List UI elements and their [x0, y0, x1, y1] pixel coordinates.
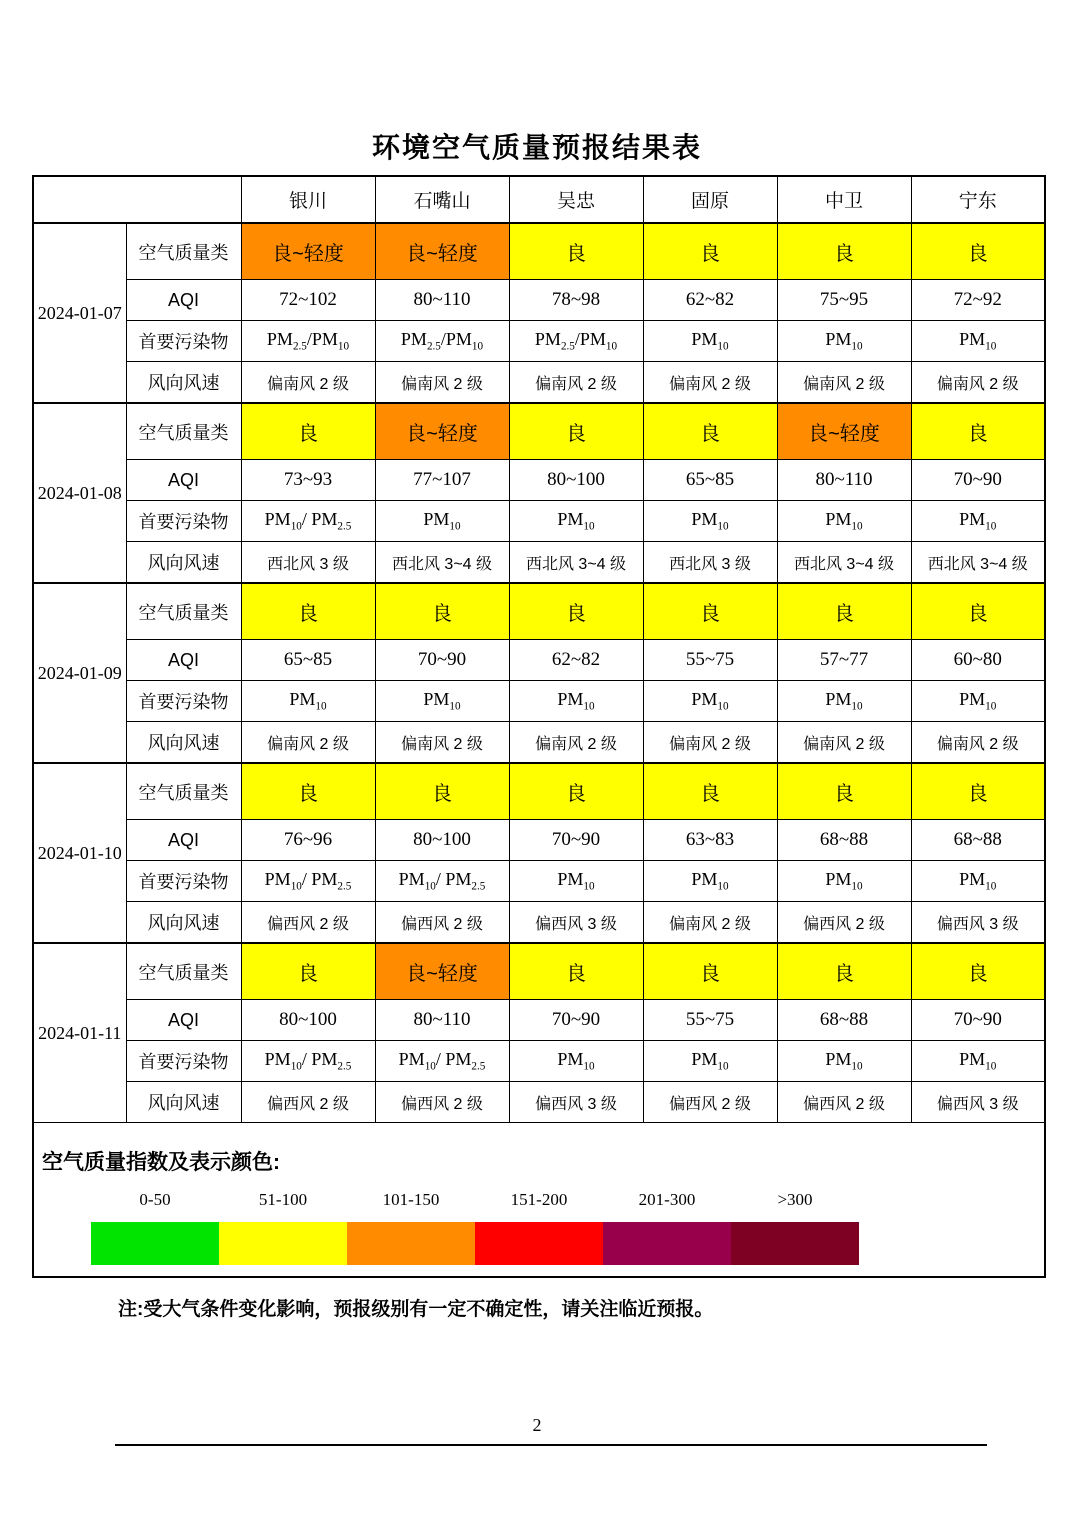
aqi-cell: 55~75 — [643, 1000, 777, 1041]
table-row — [33, 501, 1045, 542]
forecast-note: 注:受大气条件变化影响，预报级别有一定不确定性，请关注临近预报。 — [118, 1299, 714, 1320]
pollutant-cell: $PM_{10}$ — [643, 681, 777, 722]
wind-cell: 偏西风 2 级 — [241, 1082, 375, 1123]
row-label-wind: 风向风速 — [126, 362, 241, 404]
wind-cell: 偏西风 2 级 — [375, 1082, 509, 1123]
row-label-pollutant: 首要污染物 — [126, 1041, 241, 1082]
legend-color-block-green — [91, 1222, 219, 1265]
pollutant-cell: $PM_{2.5}/PM_{10}$ — [375, 321, 509, 362]
aqi-cell: 75~95 — [777, 280, 911, 321]
row-label-wind: 风向风速 — [126, 722, 241, 764]
legend-color-block-yellow — [219, 1222, 347, 1265]
table-row — [33, 1082, 1045, 1123]
corner-cell — [33, 176, 241, 223]
pollutant-cell: $PM_{10}$ — [643, 861, 777, 902]
wind-cell: 偏南风 2 级 — [375, 722, 509, 764]
row-label-wind: 风向风速 — [126, 902, 241, 944]
category-cell: 良 — [509, 583, 643, 640]
row-label-pollutant: 首要污染物 — [126, 501, 241, 542]
aqi-cell: 55~75 — [643, 640, 777, 681]
city-header-guyuan: 固原 — [643, 176, 777, 223]
row-label-pollutant: 首要污染物 — [126, 321, 241, 362]
pollutant-cell: $PM_{10}$ — [509, 501, 643, 542]
pollutant-cell: $PM_{10}$ — [777, 321, 911, 362]
category-cell: 良~轻度 — [777, 403, 911, 460]
table-row — [33, 861, 1045, 902]
wind-cell: 西北风 3~4 级 — [375, 542, 509, 584]
pollutant-cell: $PM_{2.5}/PM_{10}$ — [241, 321, 375, 362]
table-row — [33, 1041, 1045, 1082]
category-cell: 良~轻度 — [241, 223, 375, 280]
wind-cell: 偏西风 2 级 — [777, 902, 911, 944]
aqi-cell: 60~80 — [911, 640, 1045, 681]
page-number: 2 — [532, 1415, 542, 1435]
aqi-cell: 72~92 — [911, 280, 1045, 321]
table-row — [33, 583, 1045, 640]
row-label-wind: 风向风速 — [126, 1082, 241, 1123]
wind-cell: 偏南风 2 级 — [241, 722, 375, 764]
wind-cell: 偏西风 2 级 — [375, 902, 509, 944]
city-header-yinchuan: 银川 — [241, 176, 375, 223]
category-cell: 良 — [241, 943, 375, 1000]
pollutant-cell: $PM_{10}$ — [777, 681, 911, 722]
pollutant-cell: $PM_{10}$ — [777, 861, 911, 902]
category-cell: 良 — [911, 763, 1045, 820]
aqi-cell: 80~110 — [777, 460, 911, 501]
wind-cell: 西北风 3 级 — [241, 542, 375, 584]
legend-color-bar — [34, 1222, 1044, 1265]
row-label-category: 空气质量类 — [126, 943, 241, 1000]
category-cell: 良 — [911, 403, 1045, 460]
table-row — [33, 280, 1045, 321]
category-cell: 良 — [241, 763, 375, 820]
air-quality-forecast-table — [32, 175, 1046, 1278]
aqi-cell: 70~90 — [509, 820, 643, 861]
legend-color-block-maroon — [731, 1222, 859, 1265]
header-row — [33, 176, 1045, 223]
wind-cell: 偏南风 2 级 — [777, 722, 911, 764]
aqi-cell: 65~85 — [241, 640, 375, 681]
table-row — [33, 943, 1045, 1000]
category-cell: 良 — [777, 583, 911, 640]
category-cell: 良 — [777, 763, 911, 820]
wind-cell: 偏南风 2 级 — [241, 362, 375, 404]
aqi-cell: 62~82 — [509, 640, 643, 681]
pollutant-cell: $PM_{2.5}/PM_{10}$ — [509, 321, 643, 362]
row-label-category: 空气质量类 — [126, 583, 241, 640]
legend-range-label: 0-50 — [139, 1190, 171, 1209]
pollutant-cell: $PM_{10}$ — [911, 321, 1045, 362]
aqi-cell: 70~90 — [509, 1000, 643, 1041]
row-label-aqi: AQI — [126, 1000, 241, 1041]
wind-cell: 偏西风 2 级 — [241, 902, 375, 944]
wind-cell: 偏南风 2 级 — [911, 362, 1045, 404]
row-label-category: 空气质量类 — [126, 223, 241, 280]
date-cell: 2024-01-07 — [33, 223, 126, 403]
pollutant-cell: $PM_{10}/$ $PM_{2.5}$ — [241, 501, 375, 542]
category-cell: 良 — [241, 403, 375, 460]
aqi-cell: 80~100 — [509, 460, 643, 501]
row-label-category: 空气质量类 — [126, 403, 241, 460]
aqi-cell: 70~90 — [375, 640, 509, 681]
aqi-cell: 73~93 — [241, 460, 375, 501]
category-cell: 良 — [509, 763, 643, 820]
pollutant-cell: $PM_{10}/$ $PM_{2.5}$ — [241, 1041, 375, 1082]
wind-cell: 偏西风 3 级 — [509, 902, 643, 944]
wind-cell: 偏西风 3 级 — [911, 902, 1045, 944]
wind-cell: 偏南风 2 级 — [777, 362, 911, 404]
row-label-pollutant: 首要污染物 — [126, 681, 241, 722]
aqi-cell: 72~102 — [241, 280, 375, 321]
table-row — [33, 223, 1045, 280]
pollutant-cell: $PM_{10}/$ $PM_{2.5}$ — [375, 1041, 509, 1082]
wind-cell: 偏西风 3 级 — [509, 1082, 643, 1123]
pollutant-cell: $PM_{10}/$ $PM_{2.5}$ — [241, 861, 375, 902]
pollutant-cell: $PM_{10}/$ $PM_{2.5}$ — [375, 861, 509, 902]
table-row — [33, 362, 1045, 404]
pollutant-cell: $PM_{10}$ — [509, 1041, 643, 1082]
city-header-ningdong: 宁东 — [911, 176, 1045, 223]
category-cell: 良 — [911, 943, 1045, 1000]
wind-cell: 偏南风 2 级 — [375, 362, 509, 404]
wind-cell: 偏南风 2 级 — [509, 362, 643, 404]
legend-color-block-red — [475, 1222, 603, 1265]
category-cell: 良 — [643, 583, 777, 640]
category-cell: 良 — [509, 223, 643, 280]
row-label-aqi: AQI — [126, 820, 241, 861]
legend-title: 空气质量指数及表示颜色: — [42, 1151, 280, 1174]
table-row — [33, 902, 1045, 944]
wind-cell: 西北风 3~4 级 — [777, 542, 911, 584]
pollutant-cell: $PM_{10}$ — [911, 861, 1045, 902]
category-cell: 良 — [643, 763, 777, 820]
wind-cell: 西北风 3~4 级 — [509, 542, 643, 584]
table-row — [33, 640, 1045, 681]
legend-range-label: 201-300 — [638, 1190, 696, 1209]
pollutant-cell: $PM_{10}$ — [643, 321, 777, 362]
pollutant-cell: $PM_{10}$ — [643, 501, 777, 542]
aqi-cell: 80~100 — [241, 1000, 375, 1041]
pollutant-cell: $PM_{10}$ — [777, 1041, 911, 1082]
legend-range-label: 151-200 — [510, 1190, 568, 1209]
aqi-cell: 63~83 — [643, 820, 777, 861]
category-cell: 良 — [643, 943, 777, 1000]
footer-rule — [115, 1444, 987, 1446]
aqi-cell: 76~96 — [241, 820, 375, 861]
category-cell: 良 — [911, 223, 1045, 280]
category-cell: 良 — [375, 583, 509, 640]
legend-color-block-orange — [347, 1222, 475, 1265]
wind-cell: 西北风 3 级 — [643, 542, 777, 584]
date-cell: 2024-01-10 — [33, 763, 126, 943]
wind-cell: 偏南风 2 级 — [911, 722, 1045, 764]
category-cell: 良~轻度 — [375, 403, 509, 460]
legend-cell — [33, 1123, 1045, 1278]
aqi-cell: 68~88 — [777, 820, 911, 861]
pollutant-cell: $PM_{10}$ — [509, 861, 643, 902]
legend-range-labels — [34, 1190, 1044, 1210]
aqi-cell: 80~110 — [375, 1000, 509, 1041]
category-cell: 良 — [777, 943, 911, 1000]
aqi-cell: 78~98 — [509, 280, 643, 321]
page-title: 环境空气质量预报结果表 — [371, 132, 702, 163]
category-cell: 良~轻度 — [375, 943, 509, 1000]
aqi-cell: 68~88 — [777, 1000, 911, 1041]
table-row — [33, 820, 1045, 861]
wind-cell: 偏南风 2 级 — [509, 722, 643, 764]
wind-cell: 偏南风 2 级 — [643, 722, 777, 764]
aqi-cell: 62~82 — [643, 280, 777, 321]
pollutant-cell: $PM_{10}$ — [911, 501, 1045, 542]
pollutant-cell: $PM_{10}$ — [643, 1041, 777, 1082]
table-row — [33, 460, 1045, 501]
legend-color-block-purple — [603, 1222, 731, 1265]
wind-cell: 西北风 3~4 级 — [911, 542, 1045, 584]
legend-range-label: 101-150 — [382, 1190, 440, 1209]
city-header-zhongwei: 中卫 — [777, 176, 911, 223]
row-label-aqi: AQI — [126, 280, 241, 321]
pollutant-cell: $PM_{10}$ — [509, 681, 643, 722]
table-row — [33, 722, 1045, 764]
wind-cell: 偏西风 2 级 — [777, 1082, 911, 1123]
table-row — [33, 542, 1045, 584]
date-cell: 2024-01-11 — [33, 943, 126, 1123]
aqi-cell: 80~110 — [375, 280, 509, 321]
aqi-cell: 80~100 — [375, 820, 509, 861]
wind-cell: 偏南风 2 级 — [643, 902, 777, 944]
category-cell: 良 — [643, 223, 777, 280]
category-cell: 良~轻度 — [375, 223, 509, 280]
table-row — [33, 321, 1045, 362]
date-cell: 2024-01-08 — [33, 403, 126, 583]
row-label-pollutant: 首要污染物 — [126, 861, 241, 902]
pollutant-cell: $PM_{10}$ — [375, 501, 509, 542]
aqi-cell: 68~88 — [911, 820, 1045, 861]
category-cell: 良 — [643, 403, 777, 460]
wind-cell: 偏西风 2 级 — [643, 1082, 777, 1123]
aqi-cell: 77~107 — [375, 460, 509, 501]
legend-range-label: >300 — [777, 1190, 813, 1209]
category-cell: 良 — [911, 583, 1045, 640]
pollutant-cell: $PM_{10}$ — [777, 501, 911, 542]
pollutant-cell: $PM_{10}$ — [375, 681, 509, 722]
legend-range-label: 51-100 — [258, 1190, 308, 1209]
date-cell: 2024-01-09 — [33, 583, 126, 763]
table-row — [33, 1000, 1045, 1041]
table-row — [33, 681, 1045, 722]
pollutant-cell: $PM_{10}$ — [911, 681, 1045, 722]
category-cell: 良 — [777, 223, 911, 280]
legend-row — [33, 1123, 1045, 1278]
row-label-aqi: AQI — [126, 460, 241, 501]
category-cell: 良 — [509, 943, 643, 1000]
row-label-wind: 风向风速 — [126, 542, 241, 584]
category-cell: 良 — [509, 403, 643, 460]
category-cell: 良 — [375, 763, 509, 820]
aqi-cell: 70~90 — [911, 1000, 1045, 1041]
row-label-aqi: AQI — [126, 640, 241, 681]
aqi-cell: 65~85 — [643, 460, 777, 501]
pollutant-cell: $PM_{10}$ — [911, 1041, 1045, 1082]
aqi-cell: 57~77 — [777, 640, 911, 681]
row-label-category: 空气质量类 — [126, 763, 241, 820]
wind-cell: 偏西风 3 级 — [911, 1082, 1045, 1123]
pollutant-cell: $PM_{10}$ — [241, 681, 375, 722]
city-header-wuzhong: 吴忠 — [509, 176, 643, 223]
table-row — [33, 763, 1045, 820]
wind-cell: 偏南风 2 级 — [643, 362, 777, 404]
aqi-cell: 70~90 — [911, 460, 1045, 501]
city-header-shizuishan: 石嘴山 — [375, 176, 509, 223]
table-row — [33, 403, 1045, 460]
category-cell: 良 — [241, 583, 375, 640]
